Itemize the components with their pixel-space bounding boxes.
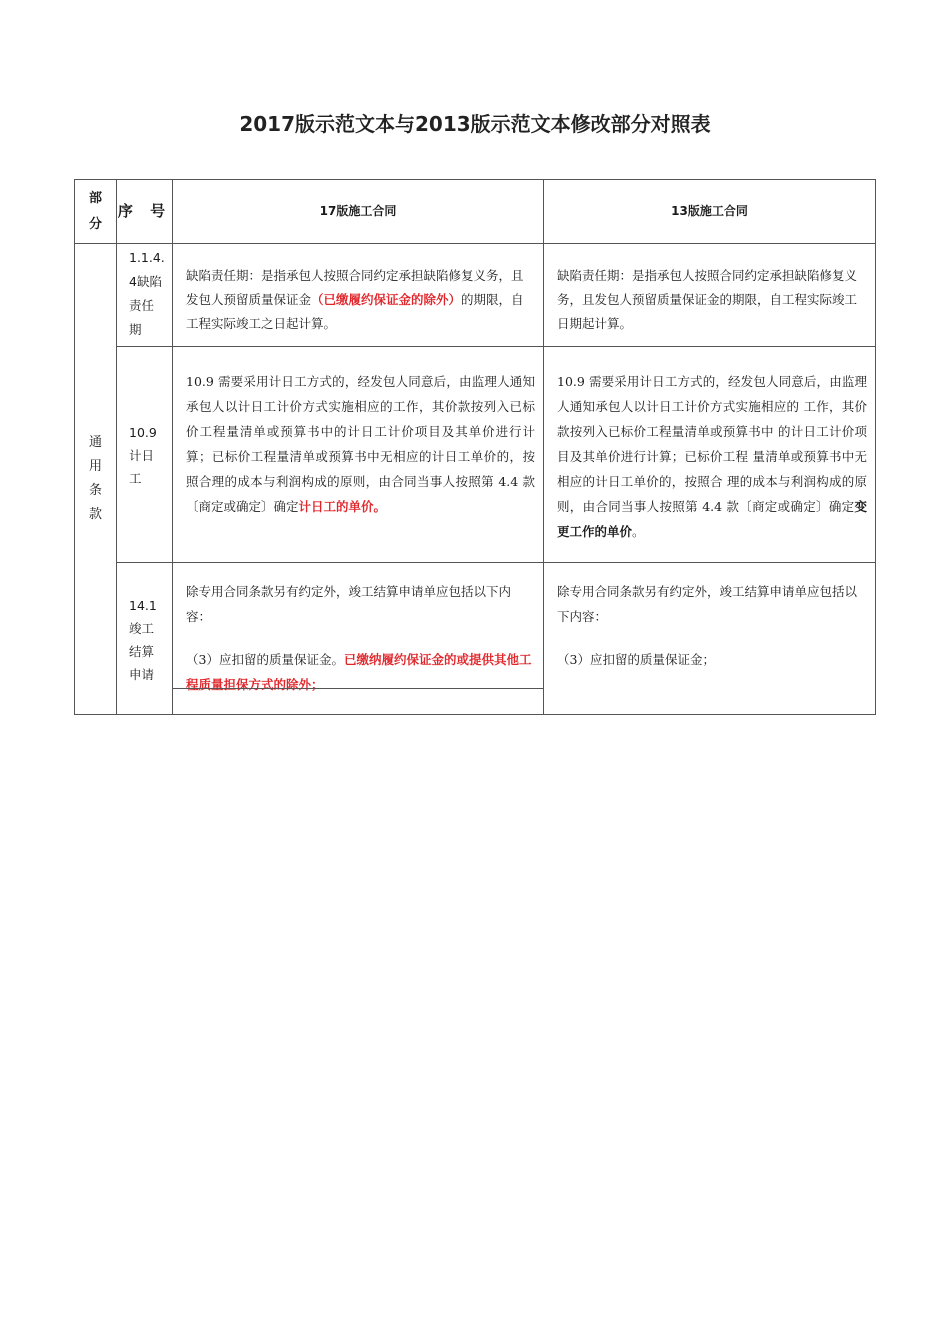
seq-14-1: 14.1竣工结算申请 [116, 562, 173, 715]
row2-2013-text: 10.9 需要采用计日工方式的，经发包人同意后，由监理人通知承包人以计日工计价方式实施相应的 工作，其价款按列入已标价工程量清单或预算书中 的计日工计价项目及其单价进行计算；已标价工程 量清单或预算书中无相应的计日工单价的，按照合 理的成本与利润构成的原则，由合同当事人按照第 4.4 款〔商定或确定〕确定变更工作的单价。 [543, 346, 876, 563]
header-2017-contract: 17版施工合同 [172, 179, 544, 244]
row1-2017-text: 缺陷责任期：是指承包人按照合同约定承担缺陷修复义务，且发包人预留质量保证金（已缴履约保证金的除外）的期限，自工程实际竣工之日起计算。 [172, 243, 544, 347]
seq-10-9: 10.9计日工 [116, 346, 173, 563]
row3-2013-text: 除专用合同条款另有约定外，竣工结算申请单应包括以下内容： （3）应扣留的质量保证金； [543, 562, 876, 715]
row3-inner-divider [172, 688, 543, 689]
seq-1-1-4-4: 1.1.4.4缺陷责任期 [116, 243, 173, 347]
row1-2013-text: 缺陷责任期：是指承包人按照合同约定承担缺陷修复义务，且发包人预留质量保证金的期限，自工程实际竣工日期起计算。 [543, 243, 876, 347]
part-general-terms: 通用条款 [74, 243, 117, 715]
row2-2017-text: 10.9 需要采用计日工方式的，经发包人同意后，由监理人通知承包人以计日工计价方式实施相应的工作，其价款按列入已标价工程量清单或预算书中的计日工计价项目及其单价进行计算；已标价工程量清单或预算书中无相应的计日工单价的，按照合理的成本与利润构成的原则，由合同当事人按照第 4.4 款〔商定或确定〕确定计日工的单价。 [172, 346, 544, 563]
header-part: 部分 [74, 179, 117, 244]
page-title: 2017版示范文本与2013版示范文本修改部分对照表 [239, 112, 711, 136]
row3-2017-text: 除专用合同条款另有约定外，竣工结算申请单应包括以下内容： （3）应扣留的质量保证金。已缴纳履约保证金的或提供其他工程质量担保方式的除外； [172, 562, 544, 715]
header-2013-contract: 13版施工合同 [543, 179, 876, 244]
header-seq: 序 号 [116, 179, 173, 244]
